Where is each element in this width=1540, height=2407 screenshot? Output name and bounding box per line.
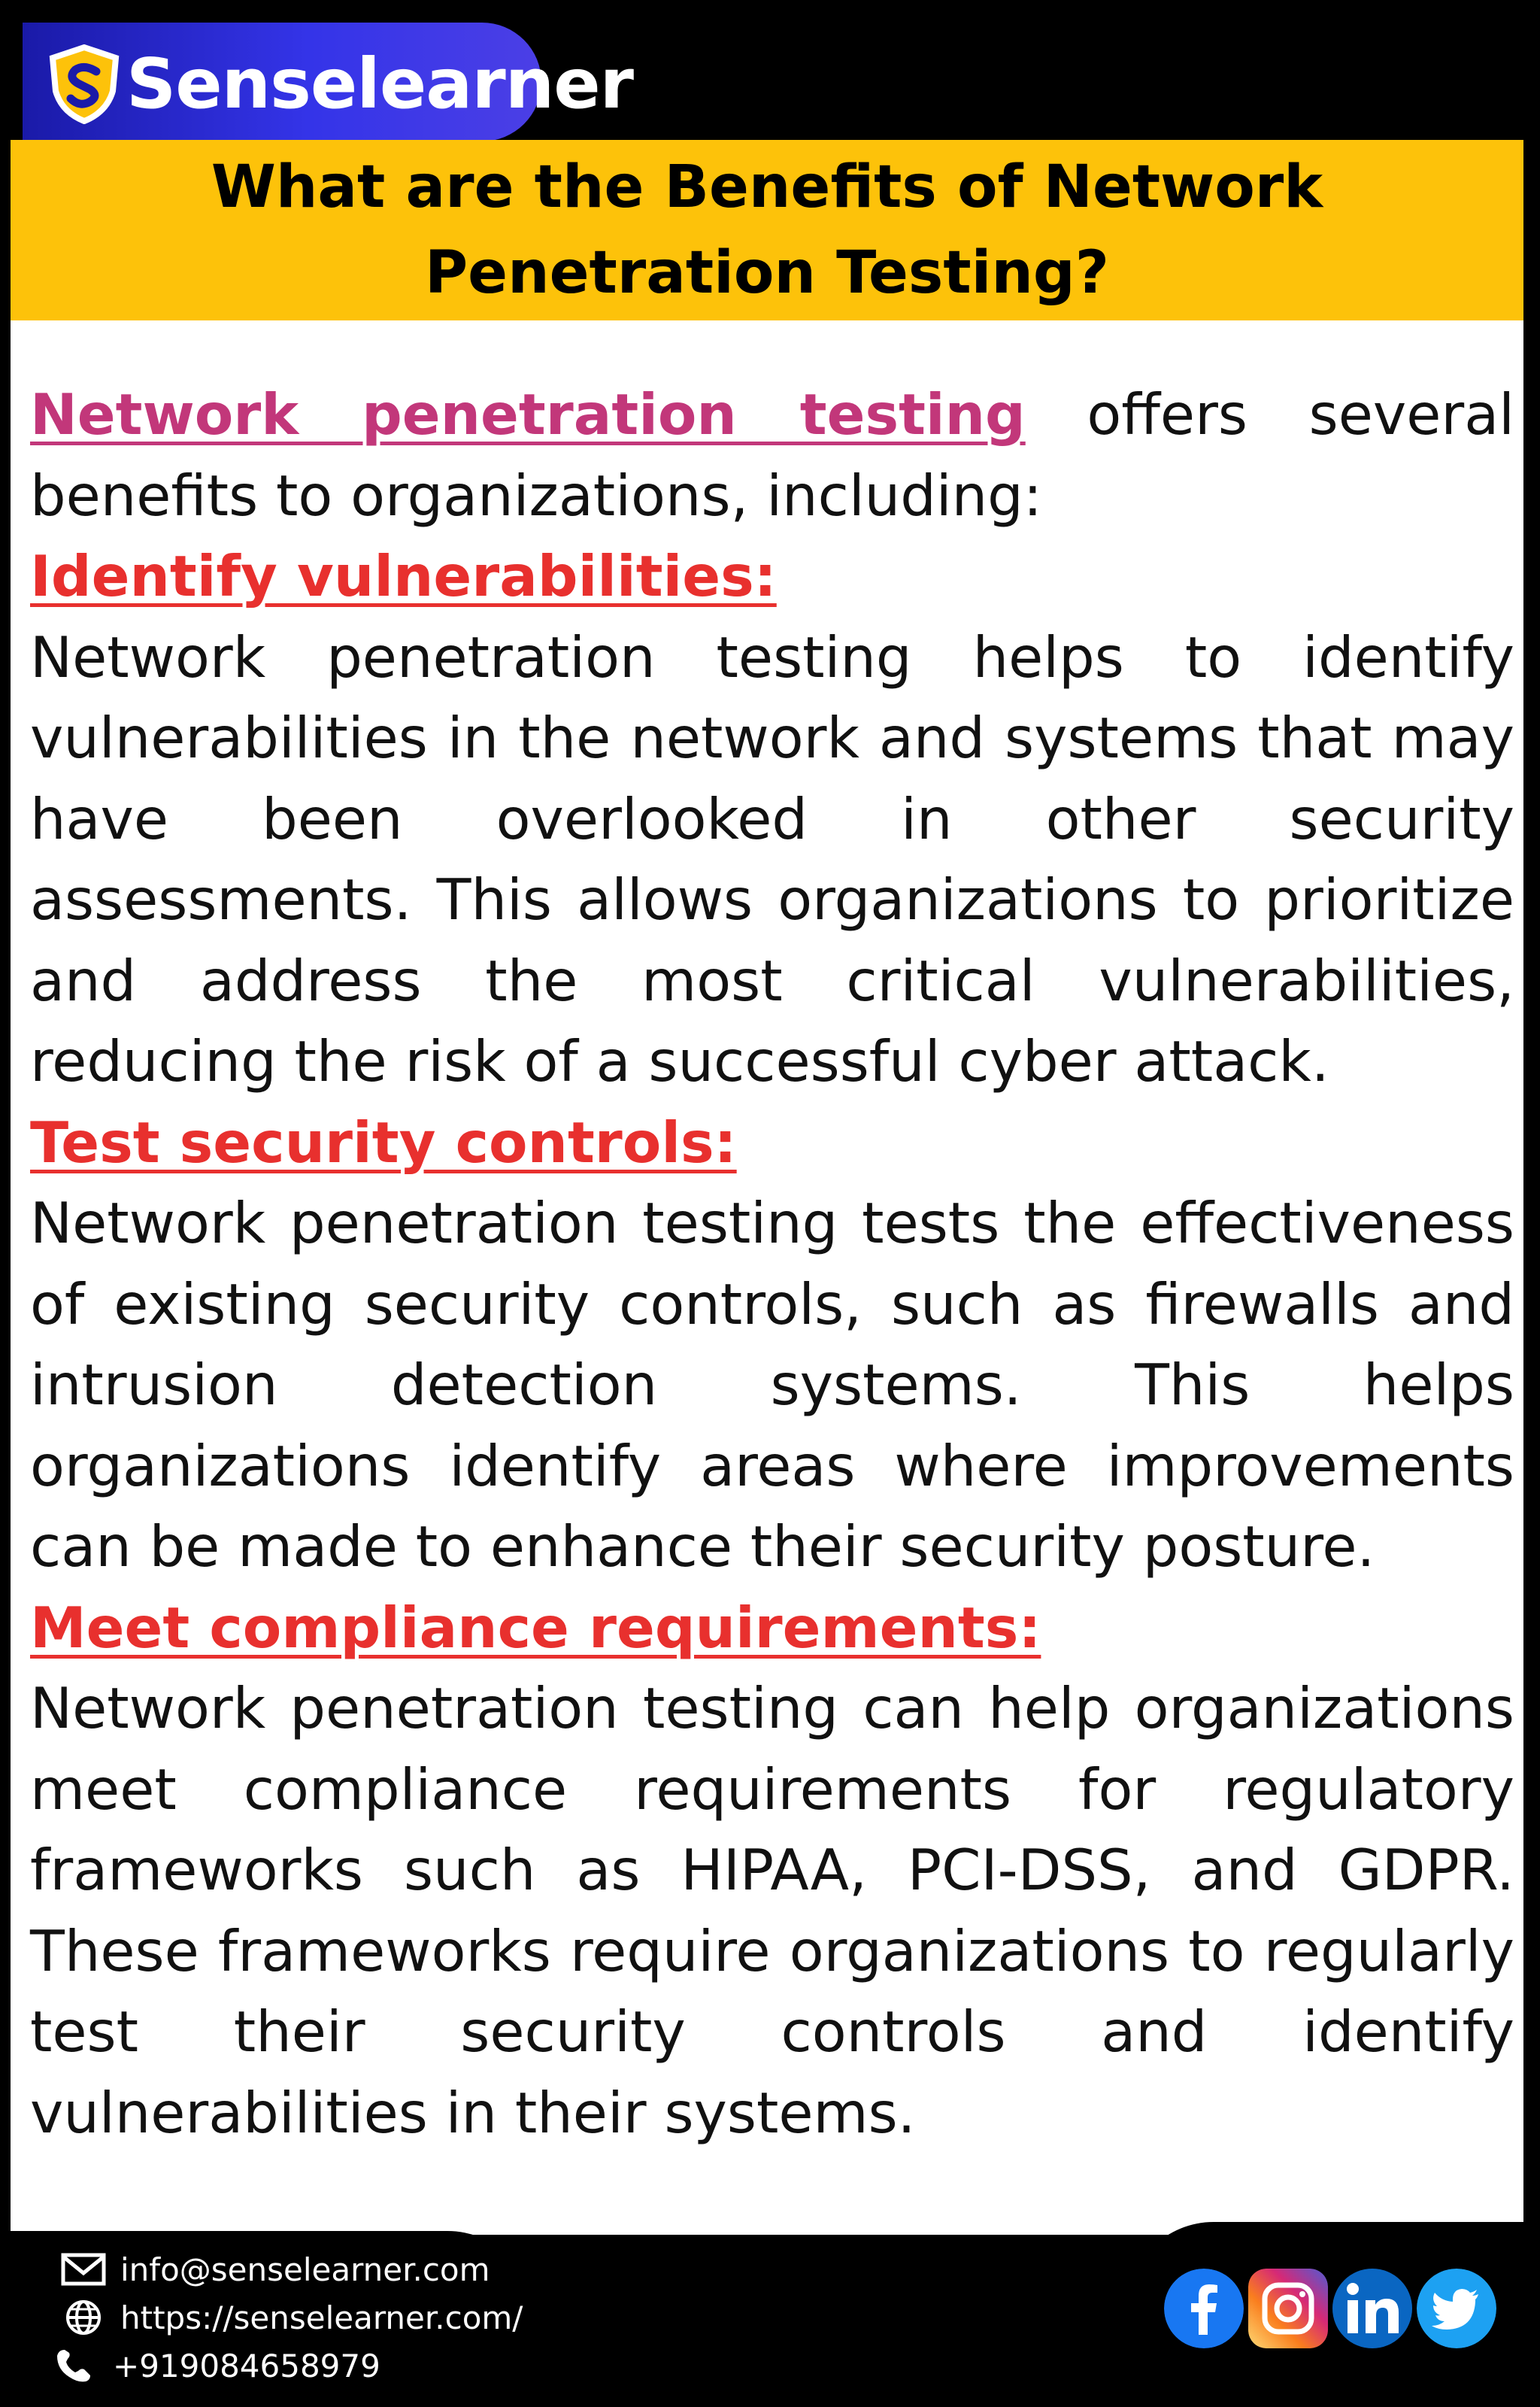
- social-panel: [1126, 2222, 1540, 2396]
- intro-text: offers several benefits to organizations, including:: [30, 381, 1514, 529]
- brand-logo[interactable]: [47, 44, 633, 124]
- phone-icon: [53, 2347, 99, 2384]
- brand-name: Senselearner: [126, 44, 633, 124]
- instagram-icon[interactable]: [1248, 2269, 1328, 2348]
- intro-paragraph: [30, 375, 1514, 536]
- shield-logo-icon: [47, 44, 122, 124]
- contact-email[interactable]: info@senselearner.com: [120, 2251, 490, 2288]
- contact-email-row[interactable]: [60, 2251, 490, 2288]
- facebook-icon[interactable]: [1164, 2269, 1244, 2348]
- article-body: [30, 375, 1514, 2154]
- section-heading-test-security-controls: Test security controls:: [30, 1109, 737, 1176]
- contact-website-row[interactable]: [60, 2299, 523, 2336]
- section-body-identify-vulnerabilities: Network penetration testing helps to identify vulnerabilities in the network and systems that may have been overlooked in other security assessments. This allows organizations to prioritize and address the most critical vulnerabilities, reducing the risk of a successful cyber attack.: [30, 624, 1514, 1094]
- section-body-test-security-controls: Network penetration testing tests the effectiveness of existing security controls, such as firewalls and intrusion detection systems. This helps organizations identify areas where improvements can be made to enhance their security posture.: [30, 1190, 1514, 1580]
- content-card: [11, 320, 1523, 2235]
- contact-phone-row[interactable]: [53, 2347, 380, 2384]
- section-heading-identify-vulnerabilities: Identify vulnerabilities:: [30, 543, 777, 609]
- section-heading-meet-compliance: Meet compliance requirements:: [30, 1594, 1041, 1661]
- linkedin-icon[interactable]: [1332, 2269, 1412, 2348]
- contact-panel: [0, 2231, 535, 2407]
- page-title: What are the Benefits of Network Penetration Testing?: [211, 153, 1323, 307]
- globe-icon: [60, 2299, 107, 2336]
- title-banner: [11, 140, 1523, 320]
- mail-icon: [60, 2251, 107, 2288]
- network-penetration-testing-link[interactable]: Network penetration testing: [30, 381, 1026, 448]
- contact-website[interactable]: https://senselearner.com/: [120, 2299, 523, 2336]
- section-body-meet-compliance: Network penetration testing can help organizations meet compliance requirements for regulatory frameworks such as HIPAA, PCI-DSS, and GDPR. These frameworks require organizations to regularly test their security controls and identify vulnerabilities in their systems.: [30, 1675, 1514, 2146]
- contact-phone[interactable]: +919084658979: [113, 2347, 380, 2384]
- twitter-icon[interactable]: [1417, 2269, 1496, 2348]
